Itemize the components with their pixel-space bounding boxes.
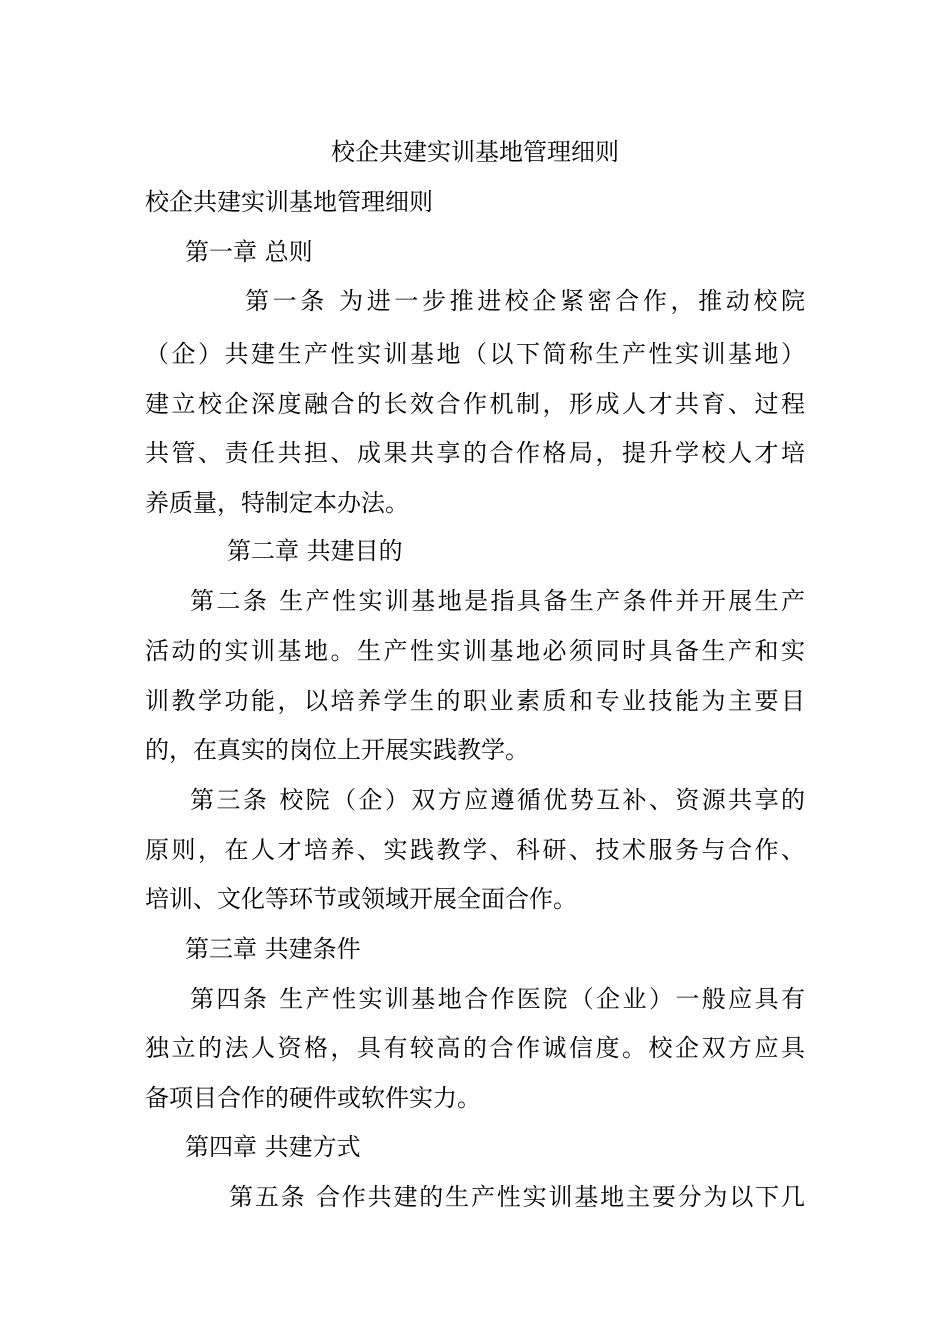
article-1-line: 第一条 为进一步推进校企紧密合作，推动校院 [245,287,805,315]
article-5-line: 第五条 合作共建的生产性实训基地主要分为以下几 [229,1183,805,1211]
article-1-line: 建立校企深度融合的长效合作机制，形成人才共育、过程 [145,390,805,418]
article-4-line: 备项目合作的硬件或软件实力。 [145,1084,481,1112]
article-4-line: 独立的法人资格，具有较高的合作诚信度。校企双方应具 [145,1034,805,1062]
article-3-line: 第三条 校院（企）双方应遵循优势互补、资源共享的 [190,786,805,814]
chapter-1-heading: 第一章 总则 [185,238,313,266]
article-1-line: 养质量，特制定本办法。 [145,489,409,517]
article-2-line: 的，在真实的岗位上开展实践教学。 [145,736,529,764]
article-2-line: 第二条 生产性实训基地是指具备生产条件并开展生产 [190,587,805,615]
document-subtitle: 校企共建实训基地管理细则 [145,188,433,216]
article-3-line: 培训、文化等环节或领域开展全面合作。 [145,885,577,913]
article-3-line: 原则，在人才培养、实践教学、科研、技术服务与合作、 [145,836,805,864]
article-2-line: 活动的实训基地。生产性实训基地必须同时具备生产和实 [145,637,805,665]
document-title: 校企共建实训基地管理细则 [331,138,619,166]
article-1-line: 共管、责任共担、成果共享的合作格局，提升学校人才培 [145,439,805,467]
chapter-3-heading: 第三章 共建条件 [185,935,361,963]
article-1-line: （企）共建生产性实训基地（以下简称生产性实训基地） [145,340,805,368]
article-2-line: 训教学功能，以培养学生的职业素质和专业技能为主要目 [145,687,805,715]
article-4-line: 第四条 生产性实训基地合作医院（企业）一般应具有 [190,985,805,1013]
chapter-2-heading: 第二章 共建目的 [227,537,403,565]
chapter-4-heading: 第四章 共建方式 [185,1133,361,1161]
